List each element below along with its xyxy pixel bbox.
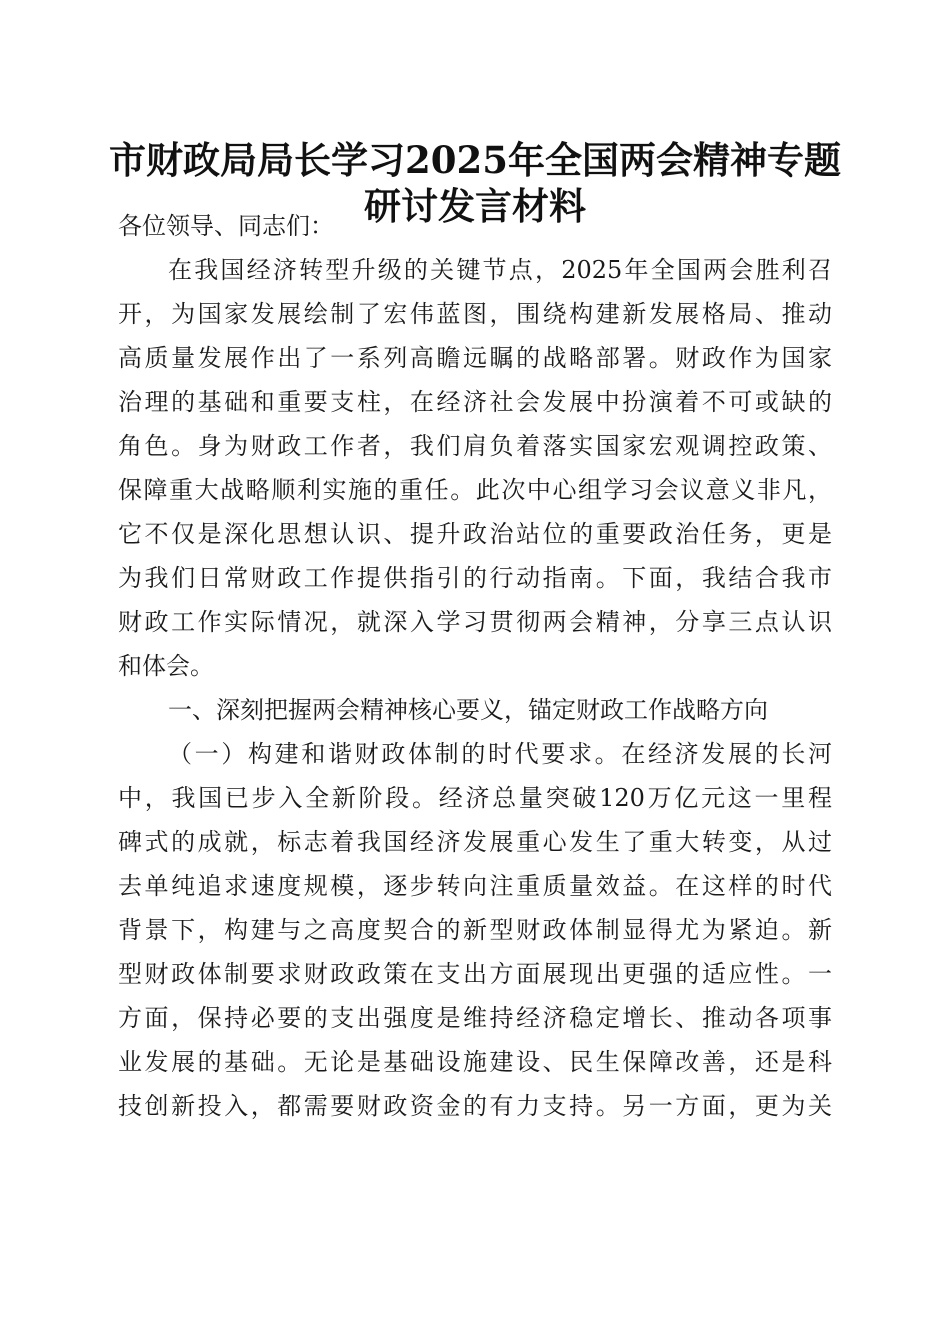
paragraph-line: 治理的基础和重要支柱，在经济社会发展中扮演着不可或缺的 [118, 388, 832, 416]
paragraph-line: 它不仅是深化思想认识、提升政治站位的重要政治任务，更是 [118, 520, 832, 548]
paragraph-line: （一）构建和谐财政体制的时代要求。在经济发展的长河 [168, 740, 832, 768]
paragraph-line: 型财政体制要求财政政策在支出方面展现出更强的适应性。一 [118, 960, 832, 988]
paragraph-line: 开，为国家发展绘制了宏伟蓝图，围绕构建新发展格局、推动 [118, 300, 832, 328]
paragraph-line: 中，我国已步入全新阶段。经济总量突破120万亿元这一里程 [118, 784, 832, 812]
paragraph-line: 技创新投入，都需要财政资金的有力支持。另一方面，更为关 [118, 1092, 832, 1120]
paragraph-line: 角色。身为财政工作者，我们肩负着落实国家宏观调控政策、 [118, 432, 832, 460]
paragraph-line: 方面，保持必要的支出强度是维持经济稳定增长、推动各项事 [118, 1004, 832, 1032]
paragraph-line: 财政工作实际情况，就深入学习贯彻两会精神，分享三点认识 [118, 608, 832, 636]
paragraph-line: 业发展的基础。无论是基础设施建设、民生保障改善，还是科 [118, 1048, 832, 1076]
paragraph-line: 高质量发展作出了一系列高瞻远瞩的战略部署。财政作为国家 [118, 344, 832, 372]
paragraph-line: 碑式的成就，标志着我国经济发展重心发生了重大转变，从过 [118, 828, 832, 856]
salutation: 各位领导、同志们： [118, 212, 334, 240]
paragraph-line: 为我们日常财政工作提供指引的行动指南。下面，我结合我市 [118, 564, 832, 592]
document-title-line-1: 市财政局局长学习2025年全国两会精神专题 [109, 138, 841, 182]
document-title-line-2: 研讨发言材料 [364, 184, 586, 228]
section-heading: 一、深刻把握两会精神核心要义，锚定财政工作战略方向 [168, 696, 768, 724]
paragraph-line: 保障重大战略顺利实施的重任。此次中心组学习会议意义非凡， [118, 476, 832, 504]
paragraph-line: 在我国经济转型升级的关键节点，2025年全国两会胜利召 [168, 256, 832, 284]
paragraph-line: 去单纯追求速度规模，逐步转向注重质量效益。在这样的时代 [118, 872, 832, 900]
paragraph-line: 和体会。 [118, 652, 214, 680]
paragraph-line: 背景下，构建与之高度契合的新型财政体制显得尤为紧迫。新 [118, 916, 832, 944]
